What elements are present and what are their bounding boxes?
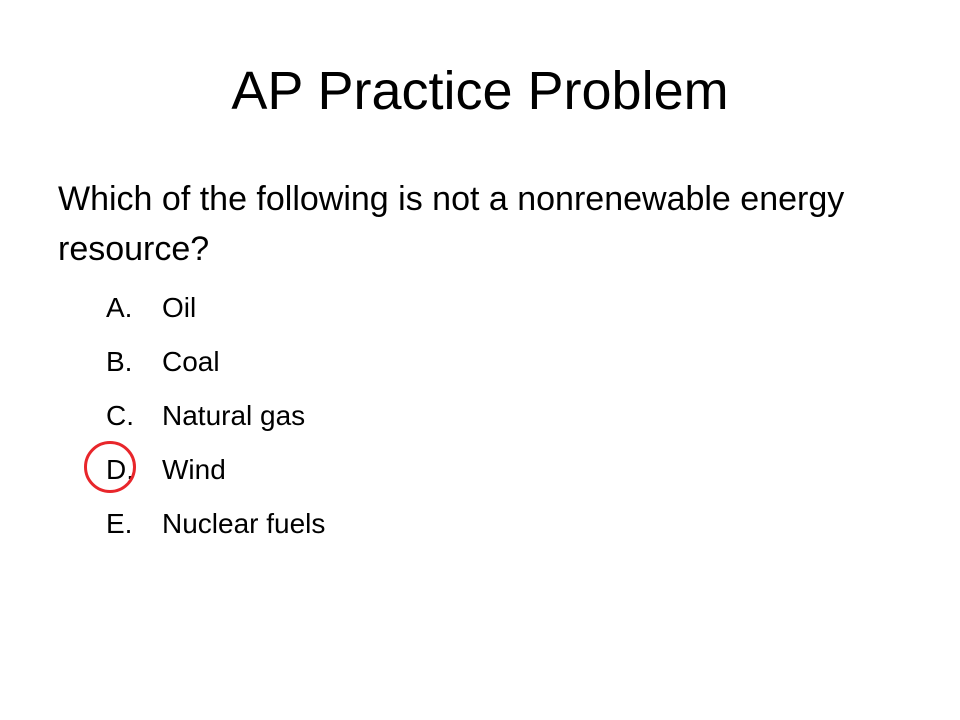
answer-option-b bbox=[106, 342, 325, 396]
option-text: Natural gas bbox=[162, 400, 306, 431]
answer-option-c bbox=[106, 396, 325, 450]
answer-option-d bbox=[106, 450, 325, 504]
option-text: Nuclear fuels bbox=[162, 508, 326, 539]
option-letter: C. bbox=[106, 400, 134, 431]
option-letter: E. bbox=[106, 508, 133, 539]
option-text: Wind bbox=[162, 454, 226, 485]
option-letter: A. bbox=[106, 292, 133, 323]
correct-answer-circle-icon bbox=[84, 441, 136, 493]
option-text: Coal bbox=[162, 346, 220, 377]
option-letter: B. bbox=[106, 346, 133, 377]
option-letter: D. bbox=[106, 454, 134, 485]
answer-option-e bbox=[106, 504, 325, 558]
question-text: Which of the following is not a nonrenewable energy resource? bbox=[58, 180, 845, 268]
option-text: Oil bbox=[162, 292, 197, 323]
answer-options-list bbox=[106, 288, 325, 558]
slide-title: AP Practice Problem bbox=[231, 61, 729, 121]
answer-option-a bbox=[106, 288, 325, 342]
